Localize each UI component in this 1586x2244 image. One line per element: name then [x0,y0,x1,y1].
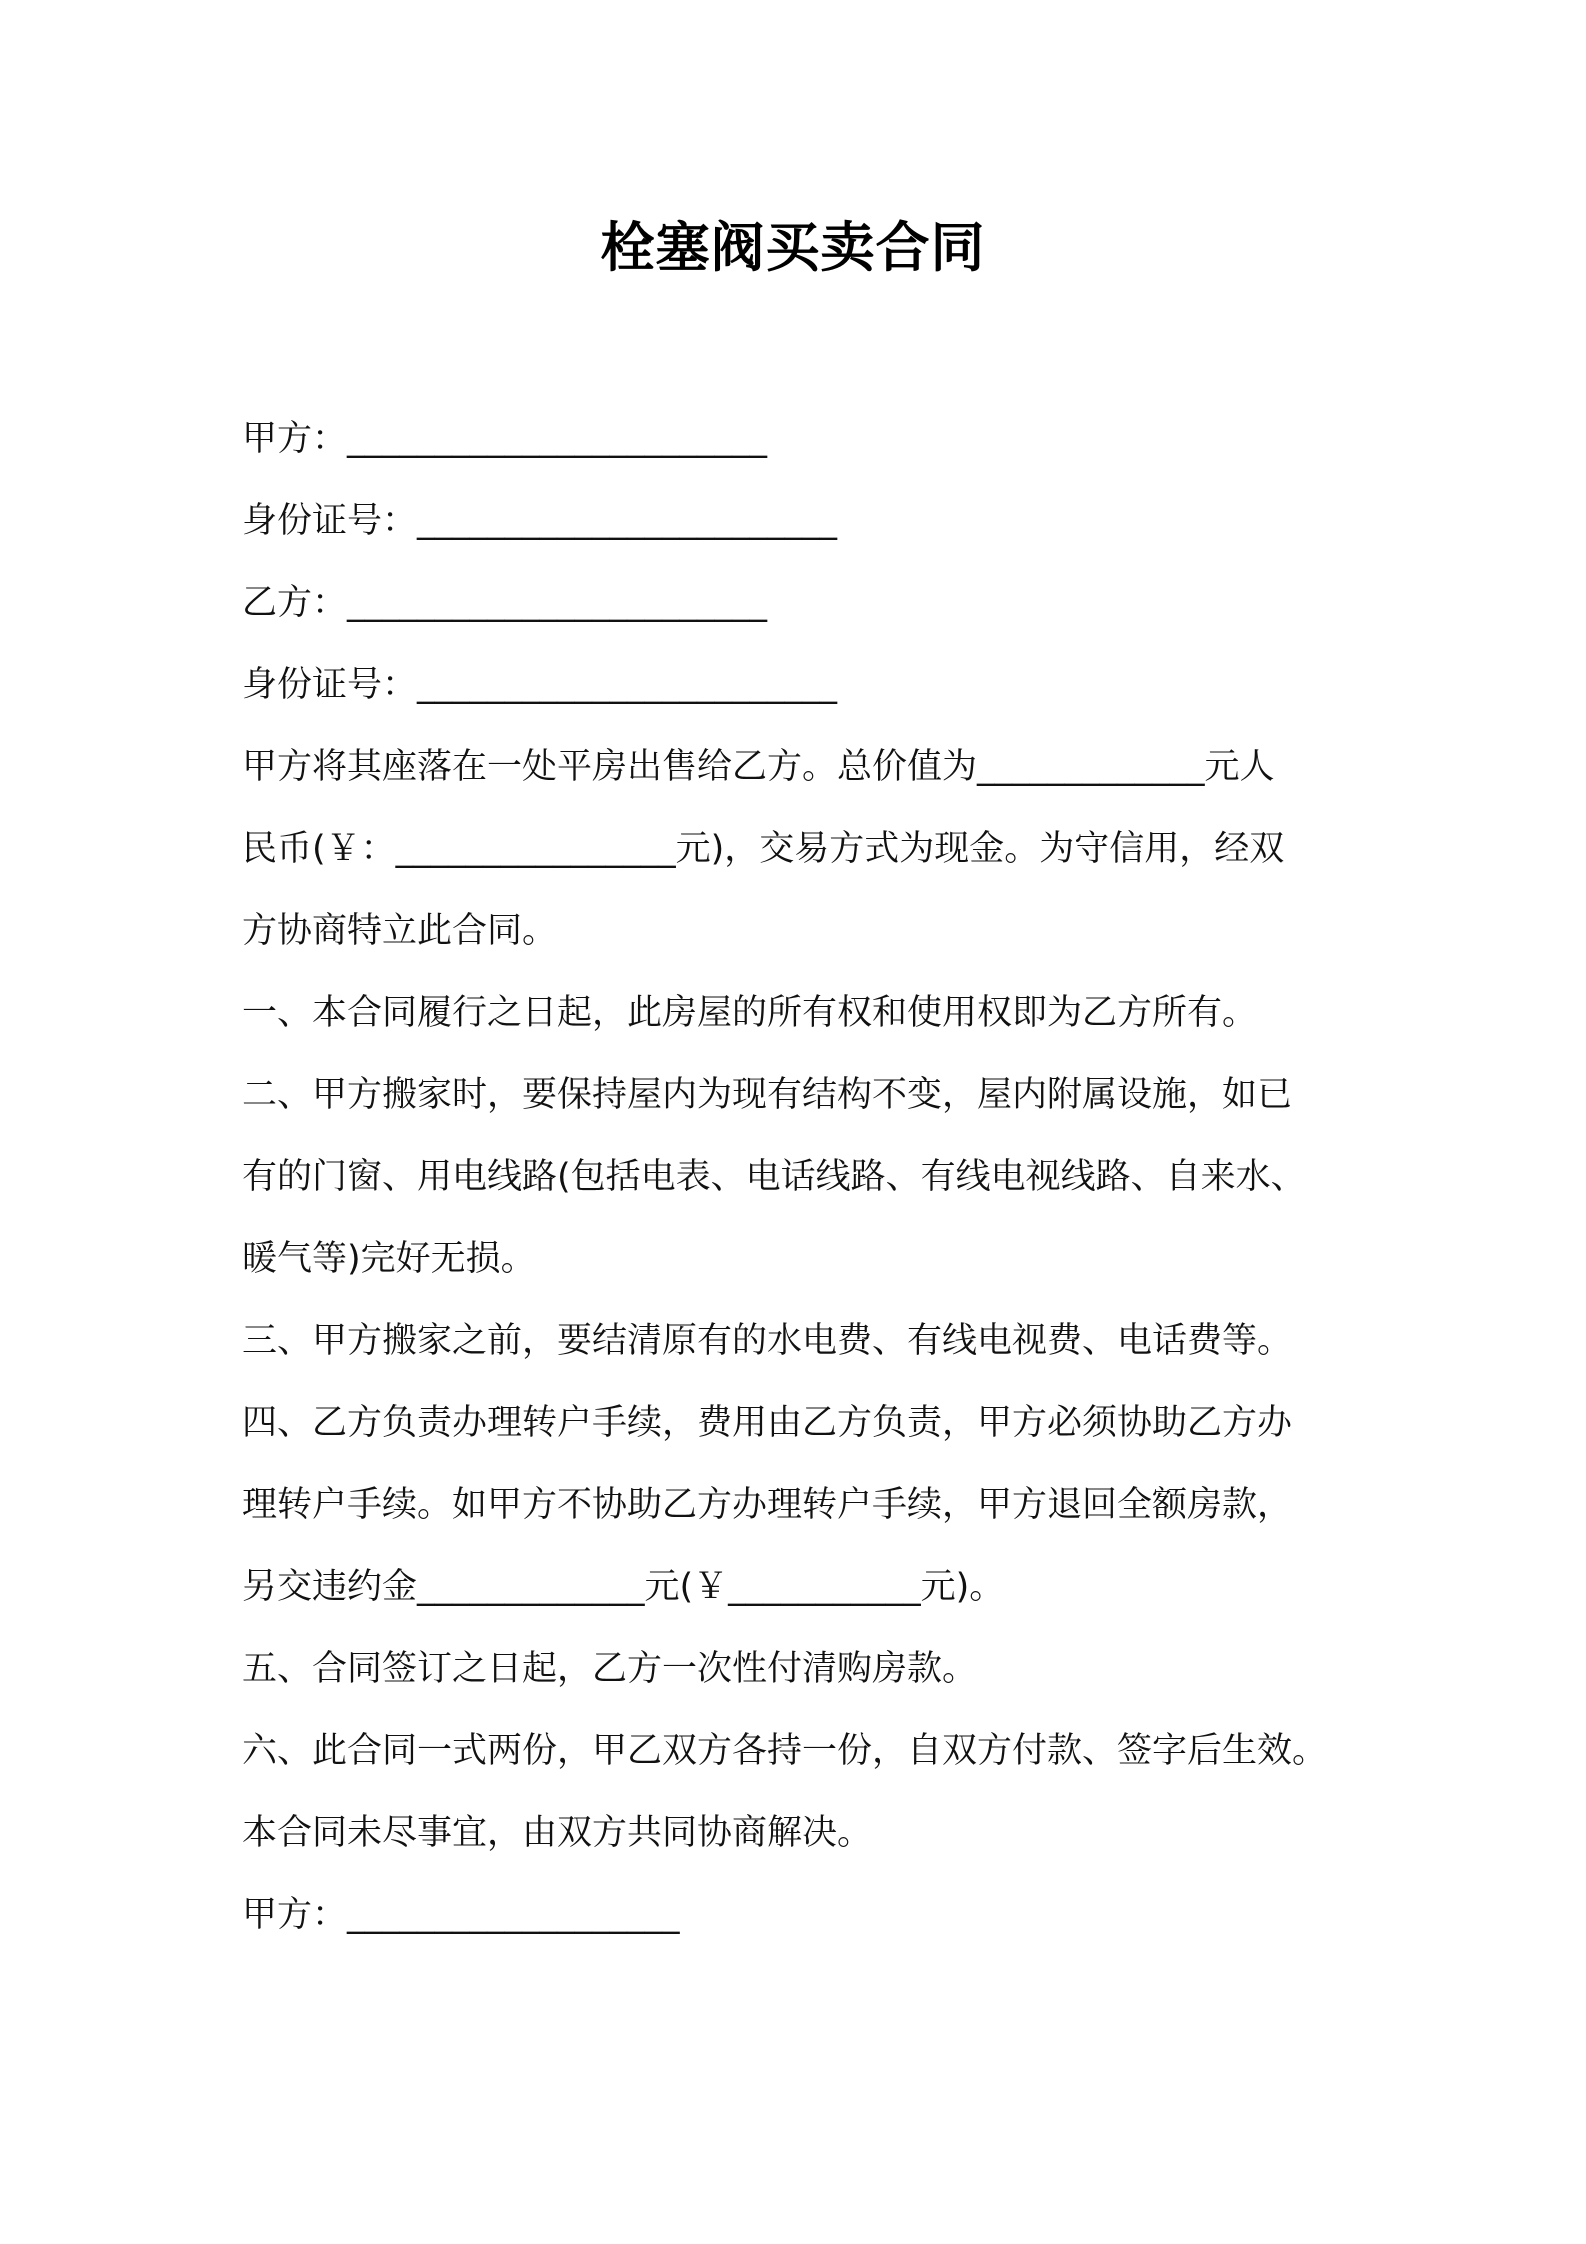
clause-2-line-1: 二、甲方搬家时，要保持屋内为现有结构不变，屋内附属设施，如已 [242,1075,1293,1115]
contract-body [242,398,1362,1956]
clause-5-line: 五、合同签订之日起，乙方一次性付清购房款。 [242,1649,978,1689]
clause-4-line-3: 另交违约金_____________元(￥___________元)。 [242,1567,1005,1607]
clause-6-line: 六、此合同一式两份，甲乙双方各持一份，自双方付款、签字后生效。 [242,1731,1328,1771]
clause-3-line: 三、甲方搬家之前，要结清原有的水电费、有线电视费、电话费等。 [242,1321,1293,1361]
preamble-line-2: 民币(￥：________________元)，交易方式为现金。为守信用，经双 [242,829,1285,869]
clause-1-line: 一、本合同履行之日起，此房屋的所有权和使用权即为乙方所有。 [242,993,1258,1033]
clause-4-line-2: 理转户手续。如甲方不协助乙方办理转户手续，甲方退回全额房款， [242,1485,1293,1525]
party-b-line: 乙方：________________________ [242,583,768,623]
clause-2-line-3: 暖气等)完好无损。 [242,1239,536,1279]
document-title: 栓塞阀买卖合同 [600,216,986,279]
preamble-line-1: 甲方将其座落在一处平房出售给乙方。总价值为_____________元人 [242,747,1275,787]
party-a-line: 甲方：________________________ [242,419,768,459]
clause-4-line-1: 四、乙方负责办理转户手续，费用由乙方负责，甲方必须协助乙方办 [242,1403,1293,1443]
party-a-id-line: 身份证号：________________________ [242,501,838,541]
clause-2-line-2: 有的门窗、用电线路(包括电表、电话线路、有线电视线路、自来水、 [242,1157,1306,1197]
party-a-signature-line: 甲方：___________________ [242,1895,680,1935]
preamble-line-3: 方协商特立此合同。 [242,911,558,951]
party-b-id-line: 身份证号：________________________ [242,665,838,705]
closing-line: 本合同未尽事宜，由双方共同协商解决。 [242,1813,873,1853]
